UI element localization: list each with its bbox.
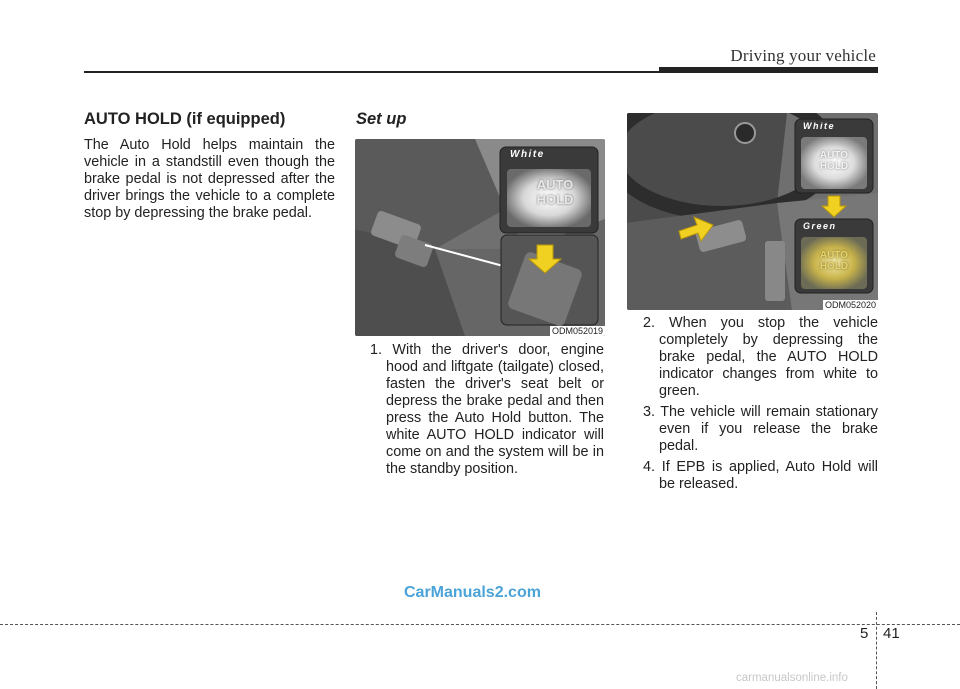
figure2-white-indicator-text: AUTO HOLD	[819, 150, 849, 172]
section-title: AUTO HOLD (if equipped)	[84, 110, 286, 128]
figure1-code: ODM052019	[551, 326, 603, 336]
figure1-indicator-text: AUTO HOLD	[536, 177, 574, 207]
figure2-code: ODM052020	[824, 300, 876, 310]
figure-console	[355, 139, 605, 336]
chapter-number: 5	[860, 625, 869, 642]
figure2-green-indicator-text: AUTO HOLD	[819, 250, 849, 272]
footer-divider	[0, 624, 960, 625]
watermark-link[interactable]: CarManuals2.com	[404, 584, 541, 601]
step-1: 1. With the driver's door, engine hood and liftgate (tailgate) closed, fasten the driver's seat belt or depress the brake pedal and then press the Auto Hold button. The white AUTO HOLD indicator will come on and the system will be in the standby position.	[370, 342, 604, 477]
setup-heading: Set up	[356, 110, 407, 128]
header-rule	[84, 71, 661, 73]
header-rule-accent	[659, 67, 878, 73]
step-3: 3. The vehicle will remain stationary even if you release the brake pedal.	[643, 404, 878, 454]
intro-paragraph: The Auto Hold helps maintain the vehicle in a standstill even though the brake pedal is not depressed after the driver brings the vehicle to a complete stop by depressing the brake pedal.	[84, 137, 335, 221]
step-4: 4. If EPB is applied, Auto Hold will be released.	[643, 459, 878, 492]
page-number: 41	[883, 625, 900, 642]
right-steps	[643, 315, 878, 497]
footer-vertical-divider	[876, 612, 877, 689]
figure-footwell	[627, 113, 878, 310]
site-watermark: carmanualsonline.info	[736, 672, 848, 684]
step-2: 2. When you stop the vehicle completely by depressing the brake pedal, the AUTO HOLD indicator changes from white to green.	[643, 315, 878, 399]
figure2-green-label: Green	[803, 221, 837, 231]
figure2-white-label: White	[803, 121, 835, 131]
setup-steps	[370, 342, 604, 482]
figure1-white-label: White	[510, 149, 545, 160]
header-title: Driving your vehicle	[730, 46, 876, 65]
